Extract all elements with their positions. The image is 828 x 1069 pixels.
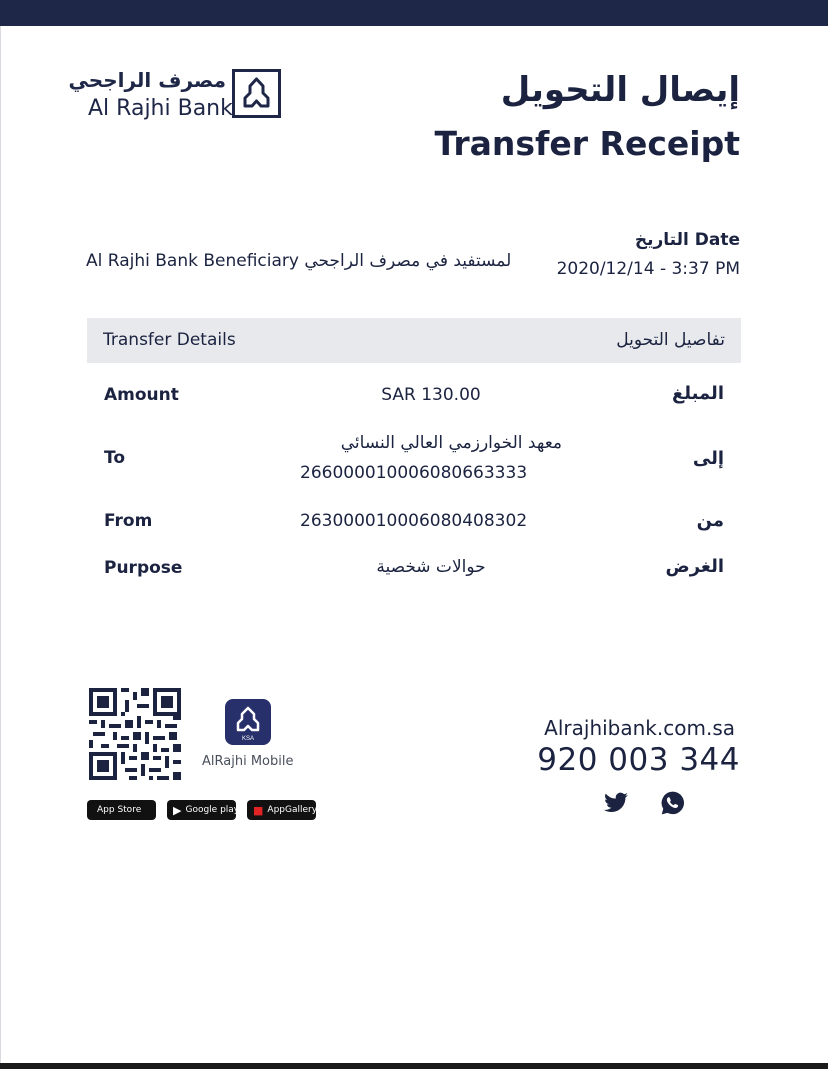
title-english: Transfer Receipt [434,124,740,163]
page-edge [0,26,1,1063]
app-store-label: App Store [97,805,142,815]
logo-english: Al Rajhi Bank [88,96,233,121]
phone-number[interactable]: 920 003 344 [537,742,740,778]
purpose-text: حوالات شخصية [376,557,486,577]
title-arabic: إيصال التحويل [500,70,740,110]
whatsapp-icon[interactable] [660,790,686,816]
date-label: التاريخ Date [634,230,740,250]
play-icon: ▶ [173,803,182,817]
to-label-en: To [104,448,126,468]
alrajhi-mobile-app-icon[interactable] [225,699,271,745]
to-value [300,428,562,488]
date-value: 2020/12/14 - 3:37 PM [556,259,740,279]
qr-code-icon[interactable] [89,688,181,780]
details-heading-ar: تفاصيل التحويل [616,330,725,350]
to-label-ar: إلى [692,448,724,469]
google-play-badge[interactable] [167,800,240,820]
to-beneficiary-name: معهد الخوارزمي العالي النسائي [340,433,562,453]
purpose-value [250,557,612,577]
app-gallery-badge[interactable] [247,800,316,820]
from-account-number: 263000010006080408302 [300,511,528,531]
amount-label-en: Amount [104,385,179,405]
app-mark-icon [225,699,271,745]
beneficiary-type: Al Rajhi Bank Beneficiary لمستفيد في مصرف الراجحي [86,251,512,271]
bottom-bar [0,1063,828,1069]
amount-label-ar: المبلغ [672,383,724,404]
app-name: AlRajhi Mobile [202,754,294,769]
app-gallery-label: AppGallery [267,805,318,815]
website-link[interactable]: Alrajhibank.com.sa [544,716,735,740]
purpose-label-en: Purpose [104,558,183,578]
purpose-label-ar: الغرض [665,556,724,577]
to-account-number: 266000010006080663333 [300,463,528,483]
twitter-icon[interactable] [603,790,629,816]
transfer-details-header [87,318,741,363]
from-label-en: From [104,511,153,531]
amount-value: SAR 130.00 [381,385,481,405]
logo-arabic: مصرف الراجحي [68,68,226,92]
app-store-badge[interactable] [87,800,156,820]
huawei-icon: ■ [253,803,264,817]
bank-mark-icon [232,69,281,118]
app-badge-text: KSA [241,736,255,742]
from-label-ar: من [696,510,724,531]
details-heading-en: Transfer Details [103,330,236,350]
google-play-label: Google play [185,805,240,815]
top-bar [0,0,828,26]
